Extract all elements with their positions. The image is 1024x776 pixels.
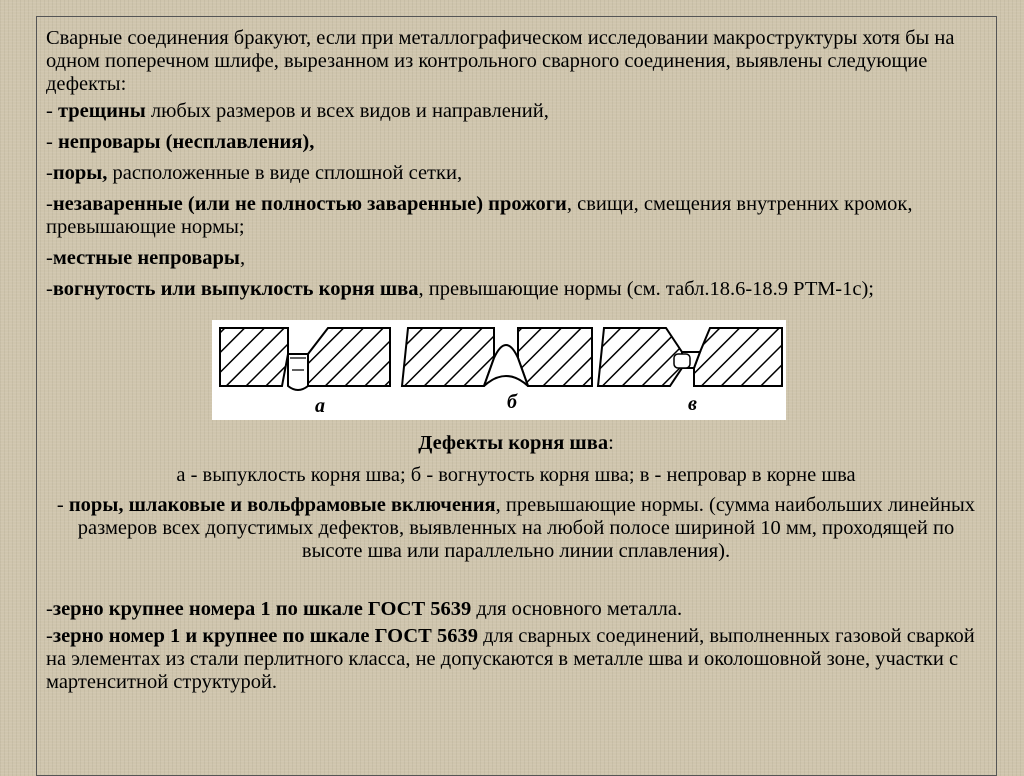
list-item-inclusions: - поры, шлаковые и вольфрамовые включения, превышающие нормы. (сумма наибольших линейных размеров всех допустимых дефектов, выявленных на любой полосе шириной 10 мм, проходящей по высоте шва или параллельно линии сплавления). [56,494,976,562]
weld-cross-sections-image [212,320,786,420]
list-item-root-concavity: -вогнутость или выпуклость корня шва, превышающие нормы (см. табл.18.6-18.9 РТМ-1с); [46,278,874,300]
figure-caption [46,432,986,487]
list-item-local-lack: -местные непровары, [46,247,246,269]
list-item-burn-through: -незаваренные (или не полностью заваренные) прожоги, свищи, смещения внутренних кромок, превышающие нормы; [46,193,913,238]
list-item-cracks: - трещины любых размеров и всех видов и направлений, [46,100,549,122]
defects-list-bottom [46,598,986,694]
intro-paragraph: Сварные соединения бракуют, если при металлографическом исследовании макроструктуры хотя бы на одном поперечном шлифе, вырезанном из контрольного сварного соединения, выявлены следующие дефекты: [46,27,955,95]
list-item-grain-gas-welding: -зерно номер 1 и крупнее по шкале ГОСТ 5639 для сварных соединений, выполненных газовой сваркой на элементах из стали перлитного класса, не допускаются в металле шва и околошовной зоне, участки с мартенситной структурой. [46,625,975,693]
weld-root-defects-figure [212,320,786,420]
list-item-lack-of-fusion: - непровары (несплавления), [46,131,315,153]
list-item-grain-base-metal: -зерно крупнее номера 1 по шкале ГОСТ 5639 для основного металла. [46,598,683,620]
list-item-pores: -поры, расположенные в виде сплошной сетки, [46,162,463,184]
section-b-concavity [402,328,592,386]
figure-caption-text: а - выпуклость корня шва; б - вогнутость корня шва; в - непровар в корне шва [176,464,856,486]
figure-caption-title: Дефекты корня шва: [418,432,614,454]
figure-label-a: а [315,395,325,417]
section-a-convexity [220,328,390,390]
defects-list-top [46,27,986,301]
figure-label-v: в [688,393,697,415]
section-v-lack-of-penetration [598,328,782,386]
figure-label-b: б [507,391,517,413]
